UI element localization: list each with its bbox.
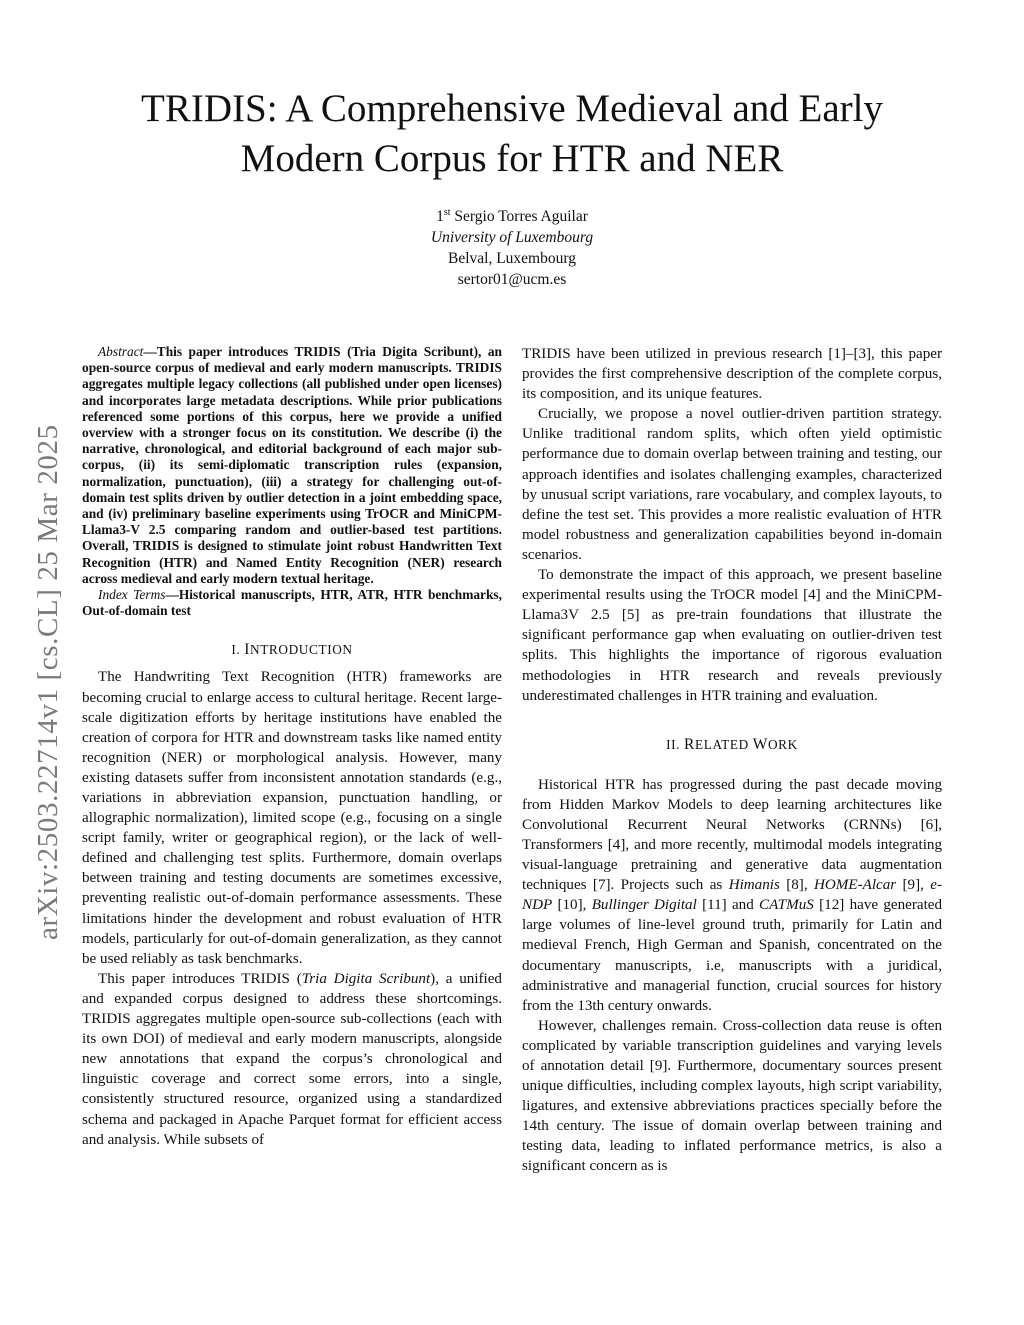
intro-paragraph-2: [82, 969, 502, 1150]
rw-text-d: [10],: [552, 897, 592, 914]
right-column: [522, 344, 942, 1177]
rw-catmus: CATMuS: [759, 897, 814, 914]
intro-p2-italic: Tria Digita Scribunt: [301, 970, 431, 987]
rw-text-e: [11] and: [696, 897, 760, 914]
section-heading-related-work: [522, 736, 942, 754]
arxiv-identifier: arXiv:2503.22714v1 [cs.CL] 25 Mar 2025: [32, 424, 64, 940]
section-2-rest-1: ELATED: [695, 736, 753, 752]
section-2-cap-2: W: [752, 735, 768, 753]
abstract-label: Abstract: [98, 344, 144, 359]
left-column: [82, 344, 502, 1150]
abstract-dash: —: [143, 344, 157, 359]
abstract-paragraph: [82, 344, 502, 587]
abstract-text: This paper introduces TRIDIS (Tria Digita Scribunt), an open-source corpus of medieval and early modern manuscripts. TRIDIS aggregates multiple legacy collections (all published under open licenses) and incorporates large metadata descriptions. While prior publications referenced some portions of this corpus, here we provide a unified overview with a stronger focus on its constitution. We describe (i) the narrative, chronological, and editorial background of each major sub-corpus, (ii) its semi-diplomatic transcription rules (expansion, normalization, punctuation), (iii) a strategy for challenging out-of-domain test splits driven by outlier detection in a joint embedding space, and (iv) preliminary baseline experiments using TrOCR and MiniCPM-Llama3-V 2.5 comparing random and outlier-based test partitions. Overall, TRIDIS is designed to stimulate joint robust Handwritten Text Recognition (HTR) and Named Entity Recognition (NER) research across medieval and early modern textual heritage.: [82, 344, 502, 586]
title-line-2: Modern Corpus for HTR and NER: [240, 137, 784, 180]
index-terms-dash: —: [165, 587, 179, 603]
author-name: Sergio Torres Aguilar: [454, 208, 588, 226]
section-2-cap-1: R: [684, 735, 695, 753]
author-affiliation: University of Luxembourg: [430, 229, 594, 247]
intro-paragraph-continued: TRIDIS have been utilized in previous research [1]–[3], this paper provides the first comprehensive description of the complete corpus, its composition, and its unique features.: [522, 346, 942, 403]
index-terms-paragraph: [82, 587, 502, 619]
rw-endp: e-NDP: [522, 877, 943, 914]
rw-text-b: [8],: [779, 877, 814, 894]
intro-paragraph-crucially: Crucially, we propose a novel outlier-driven partition strategy. Unlike traditional random splits, which often yield optimistic performance due to domain overlap between training and testing, our approach identifies and isolates challenging examples, characterized by unusual script variations, rare vocabulary, and complex layouts, to define the test set. This provides a more realistic evaluation of HTR model robustness and generalization capabilities beyond in-domain scenarios.: [522, 406, 942, 563]
title-line-1: TRIDIS: A Comprehensive Medieval and Early: [141, 87, 883, 130]
intro-paragraph-demonstrate: To demonstrate the impact of this approach, we present baseline experimental results using the TrOCR model [4] and the MiniCPM-Llama3V 2.5 [5] as pre-train foundations that illustrate the significant performance gap when evaluating on outlier-driven test splits. This highlights the importance of rigorous evaluation methodologies in HTR research and reveals previously underestimated challenges in HTR training and evaluation.: [522, 567, 942, 704]
author-email: sertor01@ucm.es: [457, 271, 567, 289]
paper-title: [80, 84, 944, 184]
section-1-rest: NTRODUCTION: [250, 642, 353, 658]
author-ordinal: 1: [436, 208, 444, 226]
author-block: [312, 202, 712, 290]
abstract-block: [82, 344, 502, 619]
index-terms-label: Index Terms: [98, 587, 166, 603]
section-1-numeral: I.: [231, 642, 245, 658]
author-ordinal-suffix: st: [443, 207, 451, 218]
intro-paragraph-1: The Handwriting Text Recognition (HTR) frameworks are becoming crucial to enlarge access to cultural heritage. Recent large-scale digitization efforts by heritage institutions have enabled the creation of corpora for HTR and downstream tasks like named entity recognition (NER) or morphological analysis. However, many existing datasets suffer from inconsistent annotation standards (e.g., variations in abbreviation expansion, punctuation handling, or allographic normalization), limited scope (e.g., focusing on a single script family, writer or geographical region), or the lack of well-defined and challenging test splits. Furthermore, domain overlaps between training and testing documents are sometimes excessive, preventing realistic out-of-domain performance assessments. These limitations hinder the development and robust evaluation of HTR models, particularly for out-of-domain generalization, as they cannot be used reliably as task benchmarks.: [82, 669, 502, 967]
author-location: Belval, Luxembourg: [448, 250, 576, 268]
section-2-rest-2: ORK: [767, 736, 798, 752]
section-2-numeral: II.: [666, 736, 685, 752]
rw-bullinger: Bullinger Digital: [591, 897, 697, 914]
intro-p2-before: This paper introduces TRIDIS (: [98, 970, 302, 987]
related-work-paragraph-1: [522, 775, 942, 1016]
rw-text-a: Historical HTR has progressed during the past decade moving from Hidden Markov Models to deep learning architectures like Convolutional Recurrent Neural Networks (CRNNs) [6], Transformers [4], and more recently, multimodal models integrating visual-language pretraining and generative data augmentation techniques [7]. Projects such as: [522, 776, 942, 894]
author-name-line: [312, 202, 712, 227]
rw-home-alcar: HOME-Alcar: [813, 877, 897, 894]
rw-himanis: Himanis: [728, 877, 780, 894]
section-heading-introduction: [82, 641, 502, 659]
related-work-paragraph-2: However, challenges remain. Cross-collection data reuse is often complicated by variable transcription guidelines and varying levels of annotation detail [9]. Furthermore, documentary sources present unique difficulties, including complex layouts, high script variability, ligatures, and extensive abbreviations practices specially before the 14th century. The issue of domain overlap between training and testing data, leading to inflated performance metrics, is also a significant concern as is: [522, 1017, 942, 1175]
intro-p2-after: ), a unified and expanded corpus designed to address these shortcomings. TRIDIS aggregates multiple open-source sub-collections (each with its own DOI) of medieval and early modern manuscripts, alongside new annotations that expand the corpus’s chronological and linguistic coverage and correct some errors, into a single, consistently structured resource, organized using a standardized schema and packaged in Apache Parquet format for efficient access and analysis. While subsets of: [82, 970, 502, 1148]
section-1-cap: I: [244, 641, 250, 659]
index-terms-text: Historical manuscripts, HTR, ATR, HTR benchmarks, Out-of-domain test: [82, 587, 502, 619]
rw-text-c: [9],: [896, 877, 931, 894]
rw-text-f: [12] have generated large volumes of line-level ground truth, primarily for Latin and medieval French, High German and Spanish, concentrated on the documentary manuscripts, i.e, manuscripts with a juridical, administrative and managerial function, crucial sources for history from the 13th century onwards.: [522, 897, 943, 1014]
